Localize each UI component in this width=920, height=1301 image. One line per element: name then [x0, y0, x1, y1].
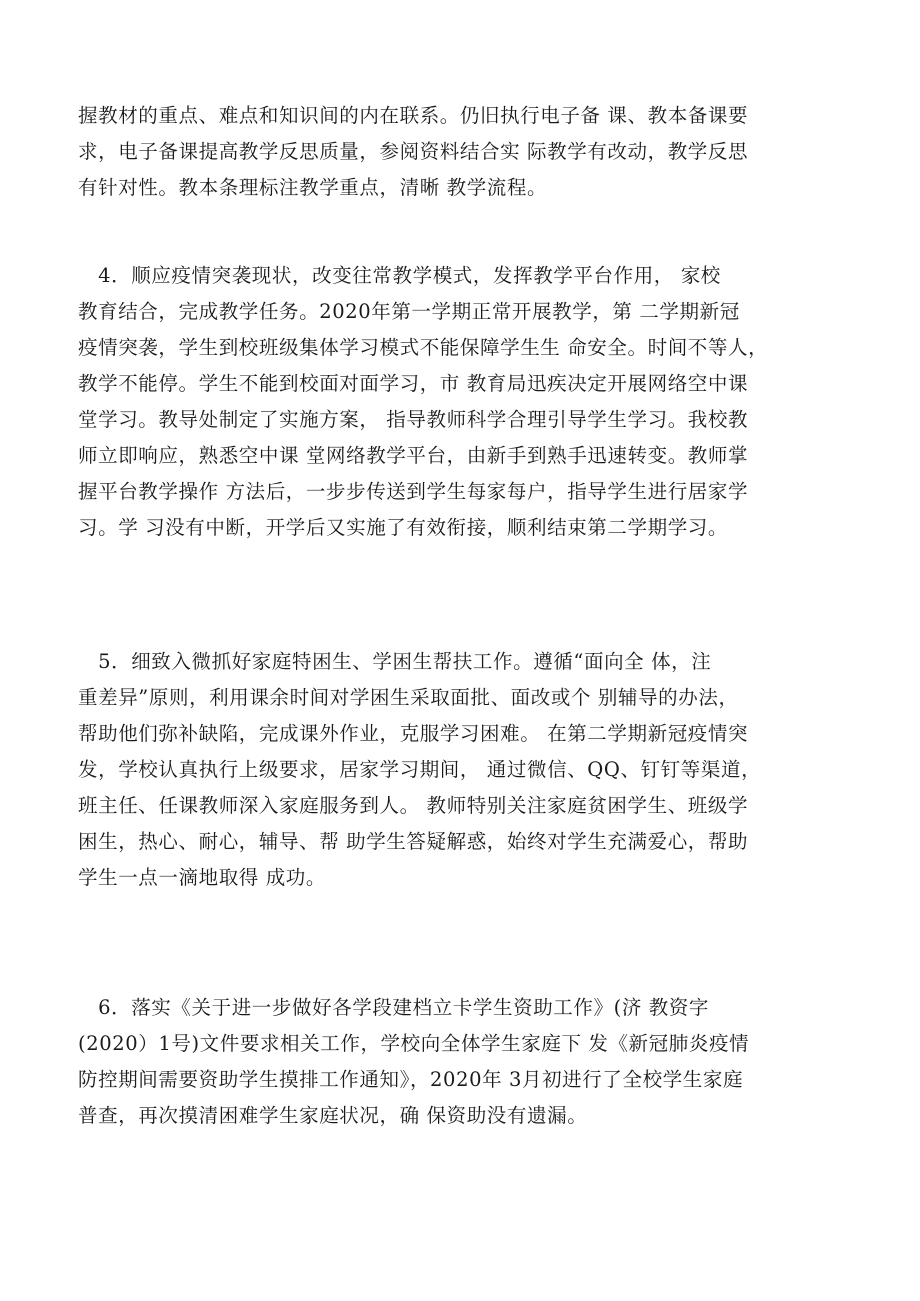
- text-line: 困生，热心、耐心，辅导、帮 助学生答疑解惑，始终对学生充满爱心，帮助: [78, 830, 749, 853]
- paragraph-item-5: [78, 644, 848, 896]
- text-line: 疫情突袭，学生到校班级集体学习模式不能保障学生生 命安全。时间不等人，: [78, 336, 769, 359]
- text-line: 教学不能停。学生不能到校面对面学习，市 教育局迅疾决定开展网络空中课: [78, 372, 749, 395]
- text-line: 习。学 习没有中断，开学后又实施了有效衔接，顺利结束第二学期学习。: [78, 516, 728, 539]
- text-line: 求，电子备课提高教学反思质量，参阅资料结合实 际教学有改动，教学反思: [78, 140, 749, 163]
- text-line: 普查，再次摸清困难学生家庭状况，确 保资助没有遗漏。: [78, 1104, 588, 1127]
- text-line: 发，学校认真执行上级要求，居家学习期间， 通过微信、QQ、钉钉等渠道，: [78, 758, 762, 781]
- text-line: 5．细致入微抓好家庭特困生、学困生帮扶工作。遵循“面向全 体，注: [78, 650, 712, 673]
- text-line: 重差异”原则，利用课余时间对学困生采取面批、面改或个 别辅导的办法，: [78, 686, 739, 709]
- text-line: 防控期间需要资助学生摸排工作通知》，2020年 3月初进行了全校学生家庭: [78, 1068, 744, 1091]
- paragraph-item-6: [78, 990, 848, 1134]
- paragraph-continuation: [78, 98, 848, 206]
- text-line: 帮助他们弥补缺陷，完成课外作业，克服学习困难。 在第二学期新冠疫情突: [78, 722, 749, 745]
- text-line: 学生一点一滴地取得 成功。: [78, 866, 326, 889]
- paragraph-item-4: [78, 258, 848, 546]
- text-line: 6．落实《关于进一步做好各学段建档立卡学生资助工作》(济 教资字: [78, 996, 710, 1019]
- text-line: 师立即响应，熟悉空中课 堂网络教学平台，由新手到熟手迅速转变。教师掌: [78, 444, 749, 467]
- text-line: (2020）1号)文件要求相关工作，学校向全体学生家庭下 发《新冠肺炎疫情: [78, 1032, 750, 1055]
- text-line: 教育结合，完成教学任务。2020年第一学期正常开展教学，第 二学期新冠: [78, 300, 740, 323]
- text-line: 堂学习。教导处制定了实施方案， 指导教师科学合理引导学生学习。我校教: [78, 408, 749, 431]
- text-line: 握平台教学操作 方法后，一步步传送到学生每家每户，指导学生进行居家学: [78, 480, 749, 503]
- text-line: 握教材的重点、难点和知识间的内在联系。仍旧执行电子备 课、教本备课要: [78, 104, 749, 127]
- text-line: 4．顺应疫情突袭现状，改变往常教学模式，发挥教学平台作用， 家校: [78, 264, 721, 287]
- text-line: 班主任、任课教师深入家庭服务到人。 教师特别关注家庭贫困学生、班级学: [78, 794, 749, 817]
- text-line: 有针对性。教本条理标注教学重点，清晰 教学流程。: [78, 176, 548, 199]
